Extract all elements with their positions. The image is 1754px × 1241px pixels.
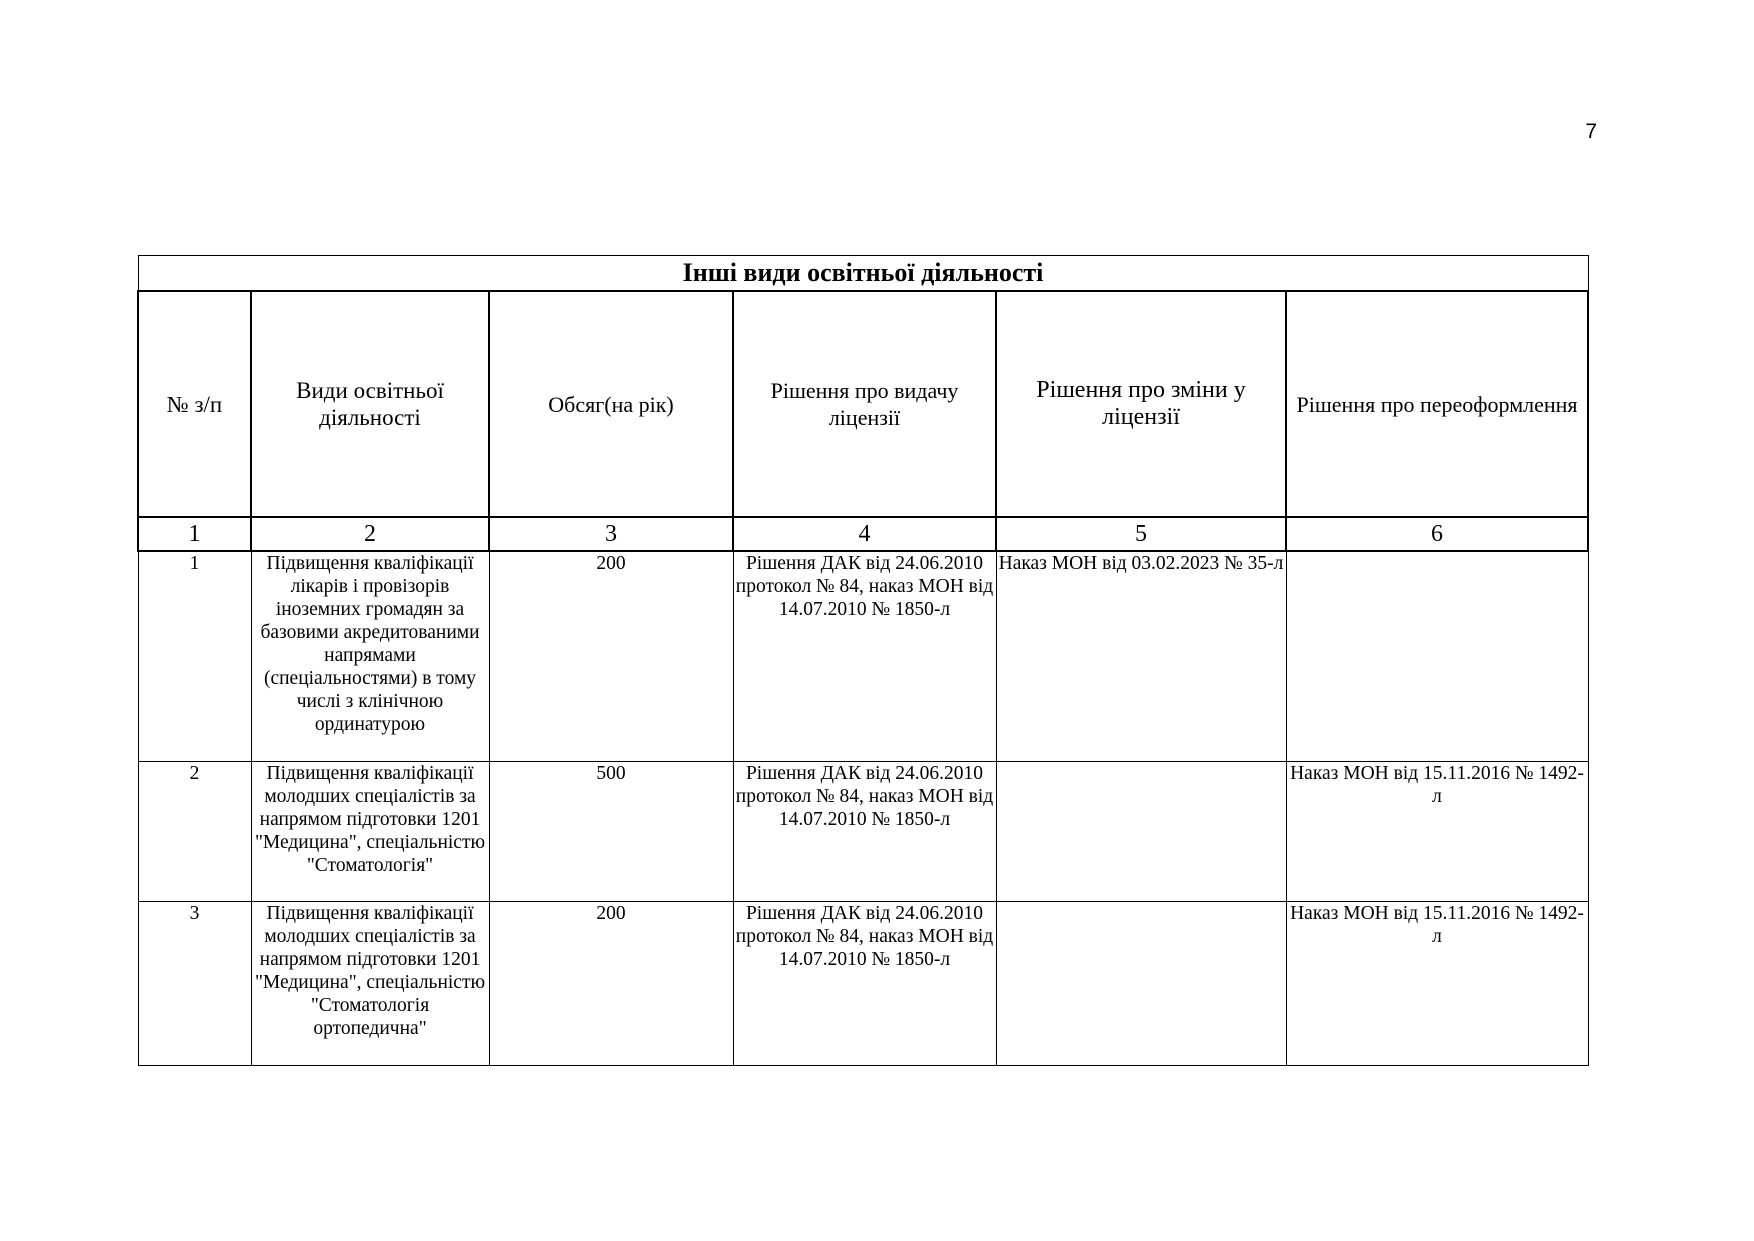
header-volume: Обсяг(на рік) xyxy=(489,291,733,517)
header-change-decision: Рішення про зміни у ліцензії xyxy=(996,291,1286,517)
column-number: 1 xyxy=(138,517,251,551)
row-volume: 200 xyxy=(489,901,733,1065)
row-volume: 500 xyxy=(489,761,733,901)
table-title-row xyxy=(138,256,1588,292)
page-number: 7 xyxy=(1585,120,1597,143)
column-number: 3 xyxy=(489,517,733,551)
column-number: 5 xyxy=(996,517,1286,551)
column-number: 4 xyxy=(733,517,996,551)
table-header-row xyxy=(138,291,1588,517)
row-reissue-decision: Наказ МОН від 15.11.2016 № 1492-л xyxy=(1286,901,1588,1065)
row-number: 1 xyxy=(138,551,251,761)
row-license-decision: Рішення ДАК від 24.06.2010 протокол № 84, наказ МОН від 14.07.2010 № 1850-л xyxy=(733,551,996,761)
table-row xyxy=(138,761,1588,901)
row-change-decision: Наказ МОН від 03.02.2023 № 35-л xyxy=(996,551,1286,761)
header-activity-type: Види освітньої діяльності xyxy=(251,291,489,517)
row-change-decision xyxy=(996,761,1286,901)
row-activity: Підвищення кваліфікації молодших спеціалістів за напрямом підготовки 1201 "Медицина", спеціальністю "Стоматологія ортопедична" xyxy=(251,901,489,1065)
row-activity: Підвищення кваліфікації молодших спеціалістів за напрямом підготовки 1201 "Медицина", спеціальністю "Стоматологія" xyxy=(251,761,489,901)
table-title: Інші види освітньої діяльності xyxy=(138,256,1588,292)
header-reissue-decision: Рішення про переоформлення xyxy=(1286,291,1588,517)
table-row xyxy=(138,551,1588,761)
header-number: № з/п xyxy=(138,291,251,517)
table-row xyxy=(138,901,1588,1065)
column-number: 6 xyxy=(1286,517,1588,551)
row-volume: 200 xyxy=(489,551,733,761)
row-license-decision: Рішення ДАК від 24.06.2010 протокол № 84, наказ МОН від 14.07.2010 № 1850-л xyxy=(733,901,996,1065)
column-number: 2 xyxy=(251,517,489,551)
row-number: 2 xyxy=(138,761,251,901)
row-activity: Підвищення кваліфікації лікарів і провізорів іноземних громадян за базовими акредитованими напрямами (спеціальностями) в тому числі з клінічною ординатурою xyxy=(251,551,489,761)
education-activities-table xyxy=(137,255,1589,1066)
row-reissue-decision: Наказ МОН від 15.11.2016 № 1492-л xyxy=(1286,761,1588,901)
row-license-decision: Рішення ДАК від 24.06.2010 протокол № 84, наказ МОН від 14.07.2010 № 1850-л xyxy=(733,761,996,901)
row-number: 3 xyxy=(138,901,251,1065)
row-reissue-decision xyxy=(1286,551,1588,761)
row-change-decision xyxy=(996,901,1286,1065)
column-number-row xyxy=(138,517,1588,551)
header-license-decision: Рішення про видачу ліцензії xyxy=(733,291,996,517)
